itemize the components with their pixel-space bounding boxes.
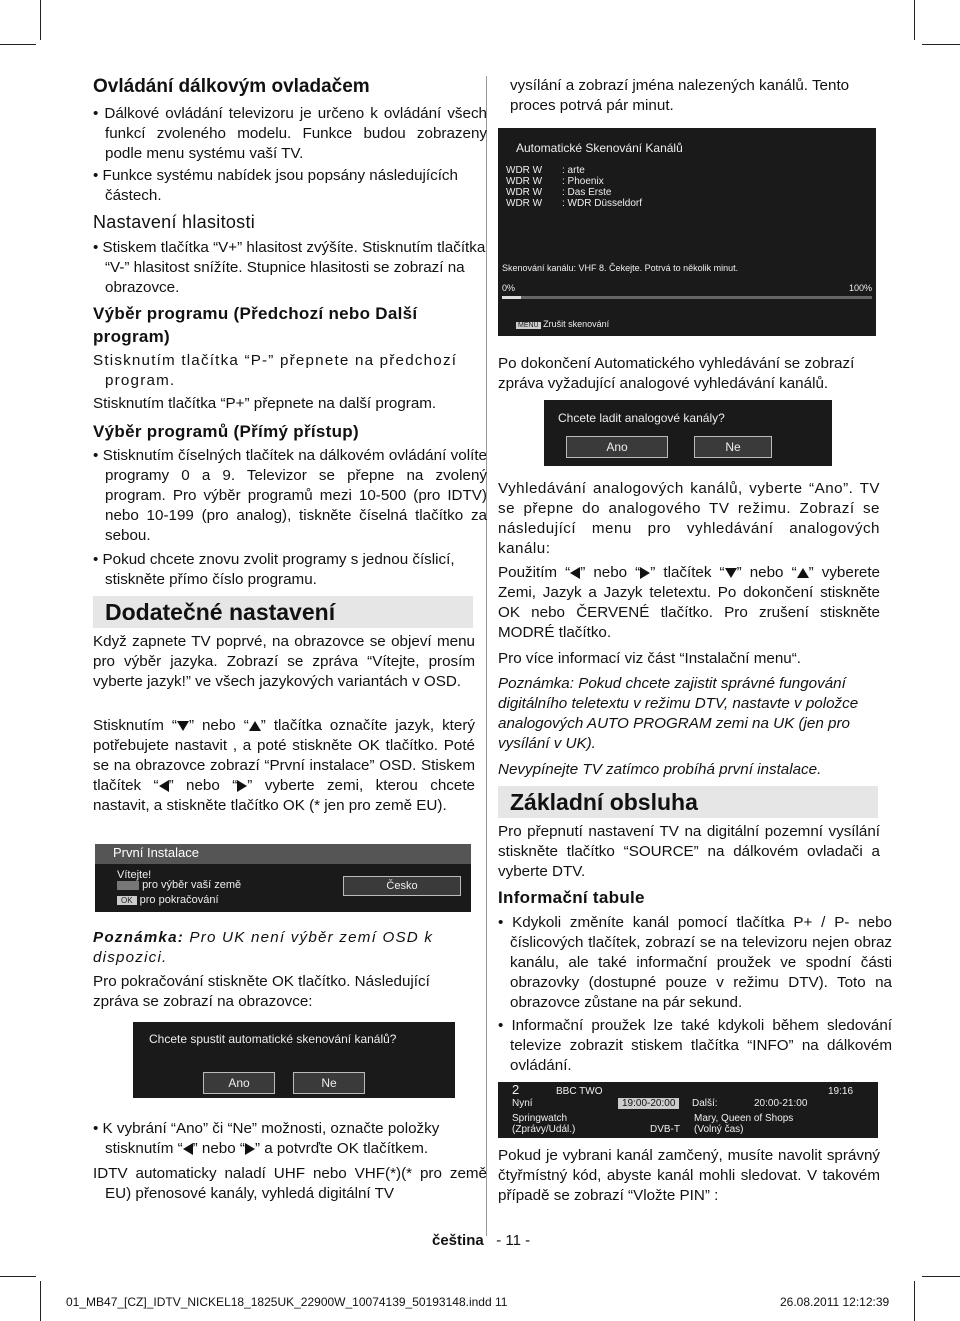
- page-footer: [432, 1232, 530, 1249]
- scan-channel-row: WDR W : Phoenix: [506, 176, 604, 187]
- section-title-program: Výběr programu (Předchozí nebo Další program): [93, 304, 418, 346]
- next-genre: (Volný čas): [694, 1124, 744, 1135]
- next-time: 20:00-21:00: [754, 1098, 808, 1109]
- info-bullet-2: • Informační proužek lze také kdykoli během sledování televize zobrazit stiskem tlačítka “INFO” na dálkovém ovládání.: [498, 1017, 892, 1074]
- remote-bullet-1: • Dálkové ovládání televizoru je určeno k ovládání všech funkcí zvoleného modelu. Funkce budou zobrazeny podle menu systému vaší TV.: [93, 105, 487, 162]
- cancel-scan[interactable]: MENU Zrušit skenování: [518, 319, 610, 329]
- extra-para-2: Stisknutím “ ” nebo “ ” tlačítka označíte jazyk, který potřebujete nastavit , a poté stiskněte OK tlačítko. Poté se na obrazovce zobrazí “První instalace” OSD. Stiskem tlačítek “ ” nebo “ ” vyberte zemi, kterou chcete nastavit, a stiskněte tlačítko OK (* jen pro země EU).: [93, 717, 476, 814]
- channel-name: BBC TWO: [556, 1086, 603, 1097]
- scan-progress-bar: [502, 296, 872, 299]
- yes-button[interactable]: Ano: [566, 436, 668, 458]
- osd-info-banner: [498, 1082, 878, 1138]
- clock-time: 19:16: [828, 1086, 854, 1097]
- pin-para: Pokud je vybrani kanál zamčený, musíte navolit správný čtyřmístný kód, abyste kanál mohli sledovat. V takovém případě se zobrazí “Vložte PIN” :: [498, 1147, 880, 1204]
- yesno-bullet: • K vybrání “Ano” či “Ne” možnosti, označte položky stisknutím “ ” nebo “ ” a potvrďte OK tlačítkem.: [93, 1120, 440, 1157]
- continue-para: Pro pokračování stiskněte OK tlačítko. Následující zpráva se zobrazí na obrazovce:: [93, 973, 430, 1010]
- crop-mark: [0, 1276, 36, 1277]
- crop-mark: [40, 1281, 41, 1321]
- arrow-right-icon: [245, 1143, 255, 1155]
- osd-auto-scan: [498, 128, 876, 336]
- now-time: 19:00-20:00: [618, 1098, 679, 1109]
- crop-mark: [0, 44, 36, 45]
- arrow-up-icon: [797, 568, 809, 578]
- osd-title: První Instalace: [95, 844, 471, 864]
- page-number: - 11 -: [496, 1232, 531, 1249]
- section-title-info: Informační tabule: [498, 888, 645, 907]
- section-title-volume: Nastavení hlasitosti: [93, 212, 256, 232]
- program-prev: Stisknutím tlačítka “P-” přepnete na předchozí program.: [93, 352, 458, 389]
- more-info-para: Pro více informací viz část “Instalační menu“.: [498, 650, 802, 667]
- section-title-extra: Dodatečné nastavení: [93, 596, 473, 628]
- now-label: Nyní: [512, 1098, 533, 1109]
- progress-min: 0%: [502, 283, 516, 293]
- analog-para: Vyhledávání analogových kanálů, vyberte “Ano”. TV se přepne do analogového TV režimu. Zobrazí se následující menu pro vyhledávání analogových kanálu:: [498, 480, 880, 557]
- osd-first-install: [95, 844, 471, 912]
- osd-auto-scan-question: [133, 1022, 455, 1098]
- scan-channel-row: WDR W : arte: [506, 165, 585, 176]
- arrow-left-icon: [159, 780, 169, 792]
- osd-welcome: Vítejte!: [117, 869, 152, 881]
- osd-question: Chcete spustit automatické skenování kanálů?: [149, 1032, 397, 1046]
- scan-channel-row: WDR W : Das Erste: [506, 187, 612, 198]
- osd-scan-title: Automatické Skenování Kanálů: [516, 141, 683, 155]
- print-date: 26.08.2011 12:12:39: [780, 1295, 890, 1309]
- scan-channel-row: WDR W : WDR Düsseldorf: [506, 198, 643, 209]
- arrow-down-icon: [177, 721, 189, 731]
- extra-para-1: Když zapnete TV poprvé, na obrazovce se objeví menu pro výběr jazyka. Zobrazí se zpráva “Vítejte, prosím vyberte jazyk!” ve všech jazykových variantách v OSD.: [93, 633, 475, 690]
- arrow-right-icon: [640, 567, 650, 579]
- progress-max: 100%: [848, 283, 872, 293]
- volume-bullet: • Stiskem tlačítka “V+” hlasitost zvýšíte. Stisknutím tlačítka “V-” hlasitost snížíte. Stupnice hlasitosti se zobrazí na obrazovce.: [93, 239, 486, 296]
- osd-analog-question: [544, 400, 832, 466]
- osd-country-row: pro výběr vaší země: [117, 879, 241, 892]
- program-next: Stisknutím tlačítka “P+” přepnete na další program.: [93, 395, 437, 412]
- crop-mark: [914, 0, 915, 40]
- file-slug: 01_MB47_[CZ]_IDTV_NICKEL18_1825UK_22900W_10074139_50193148.indd 11: [66, 1295, 508, 1309]
- country-select[interactable]: Česko: [343, 876, 461, 896]
- continue-text: vysílání a zobrazí jména nalezených kanálů. Tento proces potrvá pár minut.: [510, 77, 850, 114]
- scan-status: Skenování kanálu: VHF 8. Čekejte. Potrvá to několik minut.: [502, 263, 739, 273]
- menu-key-icon: MENU: [518, 322, 539, 329]
- section-title-basic: Základní obsluha: [498, 786, 878, 818]
- now-genre: (Zprávy/Udál.): [512, 1124, 576, 1135]
- section-title-direct: Výběr programů (Přímý přístup): [93, 422, 359, 441]
- next-program: Mary, Queen of Shops: [694, 1113, 794, 1124]
- direct-bullet-2: • Pokud chcete znovu zvolit programy s jednou číslicí, stiskněte přímo číslo programu.: [93, 551, 455, 588]
- section-title-remote: Ovládání dálkovým ovladačem: [93, 76, 370, 97]
- crop-mark: [40, 0, 41, 40]
- remote-bullet-2: • Funkce systému nabídek jsou popsány následujících částech.: [93, 167, 458, 204]
- direct-bullet-1: • Stisknutím číselných tlačítek na dálkovém ovládání volíte programy 0 a 9. Televizor se přepne na zvolený program. Pro výběr programů mezi 10-500 (pro IDTV) nebo 10-199 (pro analog), tiskněte číselná tlačítko za sebou.: [93, 447, 487, 544]
- arrows-key-icon: [117, 881, 139, 890]
- footer-language: čeština: [432, 1232, 484, 1249]
- idtv-para: IDTV automaticky naladí UHF nebo VHF(*)(* pro země EU) přenosové kanály, vyhledá digitální TV: [93, 1165, 487, 1202]
- scan-channel-list: [498, 159, 876, 215]
- analog-question: Chcete ladit analogové kanály?: [558, 411, 725, 425]
- crop-mark: [922, 1276, 960, 1277]
- arrow-left-icon: [183, 1143, 193, 1155]
- arrow-left-icon: [570, 567, 580, 579]
- crop-mark: [914, 1281, 915, 1321]
- yes-button[interactable]: Ano: [203, 1072, 275, 1094]
- dont-turn-off-para: Nevypínejte TV zatímco probíhá první instalace.: [498, 761, 822, 778]
- info-bullet-1: • Kdykoli změníte kanál pomocí tlačítka P+ / P- nebo číslicových tlačítek, zobrazí se na televizoru nejen obraz kanálu, ale také informační proužek ve spodní části obrazovky (dostupné pouze v režimu DTV). Toto na obrazovce zůstane na pár sekund.: [498, 914, 892, 1011]
- now-program: Springwatch: [512, 1113, 568, 1124]
- after-scan-para: Po dokončení Automatického vyhledávání se zobrazí zpráva vyžadující analogové vyhledávání kanálů.: [498, 355, 855, 392]
- basic-para: Pro přepnutí nastavení TV na digitální pozemní vysílání stiskněte tlačítko “SOURCE” na dálkovém ovladači a vyberte DTV.: [498, 823, 880, 880]
- next-label: Další:: [692, 1098, 718, 1109]
- no-button[interactable]: Ne: [694, 436, 772, 458]
- dvb-badge: DVB-T: [650, 1124, 680, 1135]
- arrow-up-icon: [249, 721, 261, 731]
- note-para: Poznámka: Pro UK není výběr zemí OSD k dispozici.: [93, 929, 434, 966]
- arrow-right-icon: [237, 780, 247, 792]
- use-para: Použitím “ ” nebo “ ” tlačítek “ ” nebo “ ” vyberete Zemi, Jazyk a Jazyk teletextu. Po dokončení stiskněte OK nebo ČERVENÉ tlačítko. Pro zrušení stiskněte MODRÉ tlačítko.: [498, 564, 880, 641]
- scan-progress-fill: [502, 296, 521, 299]
- channel-number: 2: [512, 1082, 520, 1097]
- crop-mark: [922, 44, 960, 45]
- note-italic-para: Poznámka: Pokud chcete zajistit správné fungování digitálního teletextu v režimu DTV, nastavte v položce analogových AUTO PROGRAM zemi na UK (jen pro vysílání v UK).: [498, 675, 859, 752]
- osd-ok-row: OK pro pokračování: [117, 894, 219, 907]
- arrow-down-icon: [725, 568, 737, 578]
- no-button[interactable]: Ne: [293, 1072, 365, 1094]
